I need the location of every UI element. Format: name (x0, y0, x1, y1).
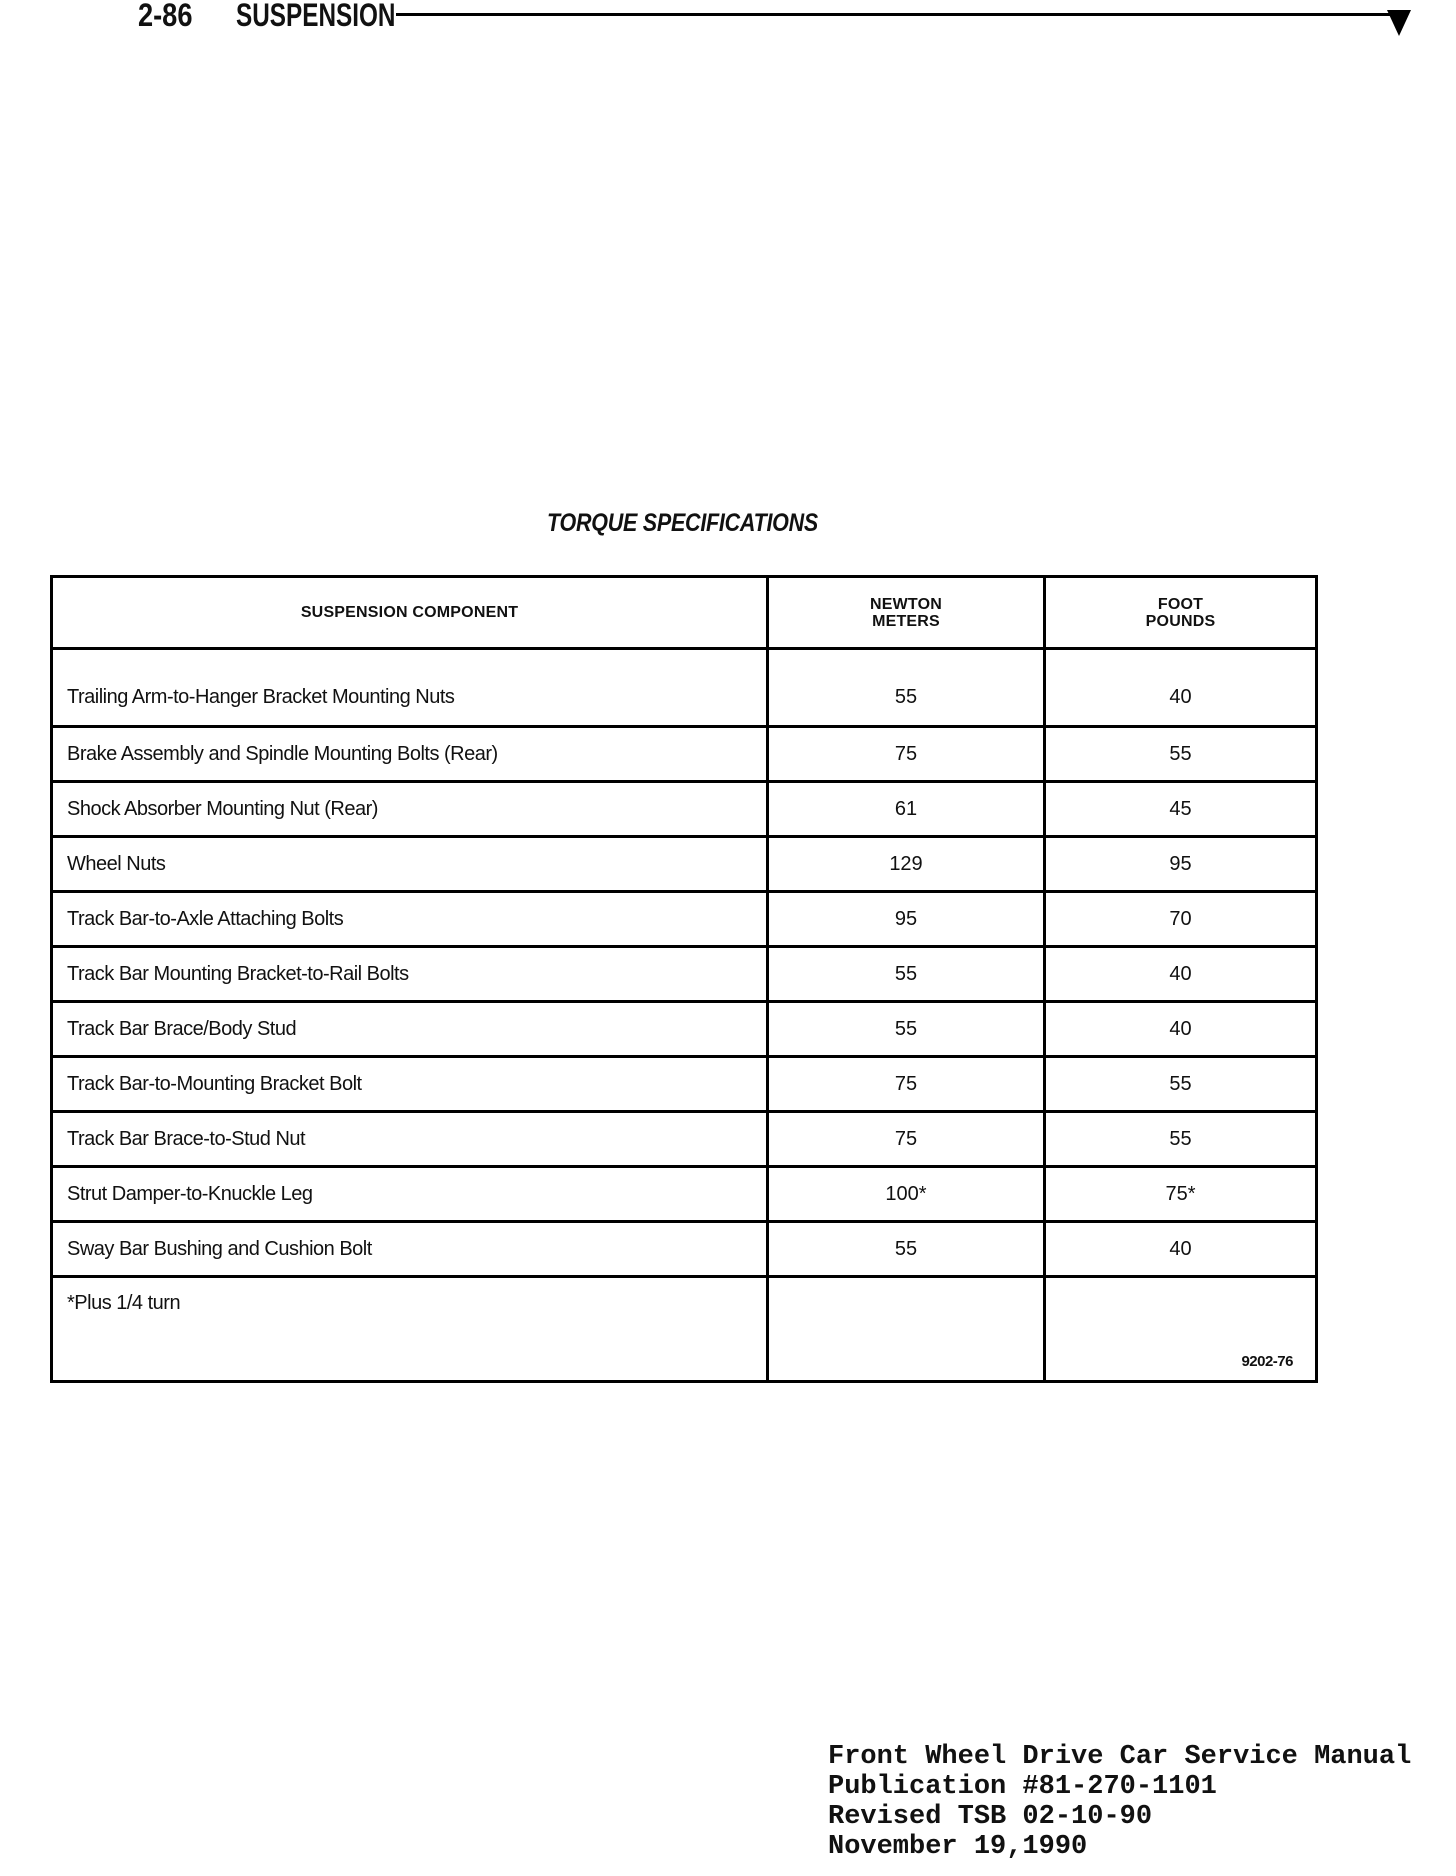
newton-meters-cell: 75 (768, 1112, 1045, 1167)
section-title: SUSPENSION (236, 0, 396, 33)
table-header-row (52, 577, 1317, 649)
foot-pounds-cell: 40 (1045, 1002, 1317, 1057)
newton-meters-cell: 95 (768, 892, 1045, 947)
foot-pounds-cell: 55 (1045, 1112, 1317, 1167)
revision-note: Revised TSB 02-10-90 (828, 1802, 1153, 1832)
manual-title: Front Wheel Drive Car Service Manual (828, 1742, 1412, 1772)
foot-pounds-cell: 40 (1045, 649, 1317, 727)
column-header-newton-meters (768, 577, 1045, 649)
newton-meters-cell: 61 (768, 782, 1045, 837)
figure-id: 9202-76 (1241, 1353, 1293, 1370)
page-title (50, 508, 1315, 538)
footnote: *Plus 1/4 turn (52, 1277, 768, 1382)
foot-pounds-cell: 95 (1045, 837, 1317, 892)
torque-specifications-table (50, 575, 1318, 1383)
foot-pounds-cell: 70 (1045, 892, 1317, 947)
column-header-component: SUSPENSION COMPONENT (52, 577, 768, 649)
page-title-text: TORQUE SPECIFICATIONS (547, 509, 818, 537)
component-cell: Trailing Arm-to-Hanger Bracket Mounting Nuts (52, 649, 768, 727)
table-row (52, 837, 1317, 892)
foot-pounds-cell: 40 (1045, 1222, 1317, 1277)
component-cell: Track Bar Brace/Body Stud (52, 1002, 768, 1057)
newton-meters-cell: 129 (768, 837, 1045, 892)
table-row (52, 649, 1317, 727)
component-cell: Shock Absorber Mounting Nut (Rear) (52, 782, 768, 837)
column-header-foot-line2: POUNDS (1145, 612, 1216, 630)
table-row (52, 1222, 1317, 1277)
foot-pounds-cell: 40 (1045, 947, 1317, 1002)
newton-meters-cell: 75 (768, 1057, 1045, 1112)
newton-meters-cell: 75 (768, 727, 1045, 782)
foot-pounds-cell: 55 (1045, 1057, 1317, 1112)
component-cell: Track Bar Mounting Bracket-to-Rail Bolts (52, 947, 768, 1002)
column-header-newton-line2: METERS (872, 612, 940, 630)
column-header-foot-pounds (1045, 577, 1317, 649)
newton-meters-cell: 55 (768, 1222, 1045, 1277)
component-cell: Track Bar-to-Axle Attaching Bolts (52, 892, 768, 947)
table-row (52, 1057, 1317, 1112)
publication-imprint (828, 1742, 1411, 1862)
table-row (52, 727, 1317, 782)
newton-meters-cell: 55 (768, 1002, 1045, 1057)
table-row (52, 1167, 1317, 1222)
component-cell: Brake Assembly and Spindle Mounting Bolts (Rear) (52, 727, 768, 782)
component-cell: Track Bar Brace-to-Stud Nut (52, 1112, 768, 1167)
page-number: 2-86 (138, 0, 193, 33)
component-cell: Sway Bar Bushing and Cushion Bolt (52, 1222, 768, 1277)
column-header-newton-line1: NEWTON (869, 595, 942, 613)
table-row (52, 1002, 1317, 1057)
footnote-empty-cell (768, 1277, 1045, 1382)
revision-date: November 19,1990 (828, 1832, 1088, 1862)
newton-meters-cell: 55 (768, 947, 1045, 1002)
foot-pounds-cell: 45 (1045, 782, 1317, 837)
component-cell: Strut Damper-to-Knuckle Leg (52, 1167, 768, 1222)
table-row (52, 782, 1317, 837)
header-rule (396, 13, 1390, 16)
publication-number: Publication #81-270-1101 (828, 1772, 1217, 1802)
table-row (52, 892, 1317, 947)
footnote-row (52, 1277, 1317, 1382)
component-cell: Wheel Nuts (52, 837, 768, 892)
component-cell: Track Bar-to-Mounting Bracket Bolt (52, 1057, 768, 1112)
table-row (52, 1112, 1317, 1167)
figure-id-cell (1045, 1277, 1317, 1382)
column-header-foot-line1: FOOT (1157, 595, 1204, 613)
newton-meters-cell: 100* (768, 1167, 1045, 1222)
section-marker-icon (1387, 10, 1411, 36)
table-row (52, 947, 1317, 1002)
foot-pounds-cell: 75* (1045, 1167, 1317, 1222)
newton-meters-cell: 55 (768, 649, 1045, 727)
foot-pounds-cell: 55 (1045, 727, 1317, 782)
